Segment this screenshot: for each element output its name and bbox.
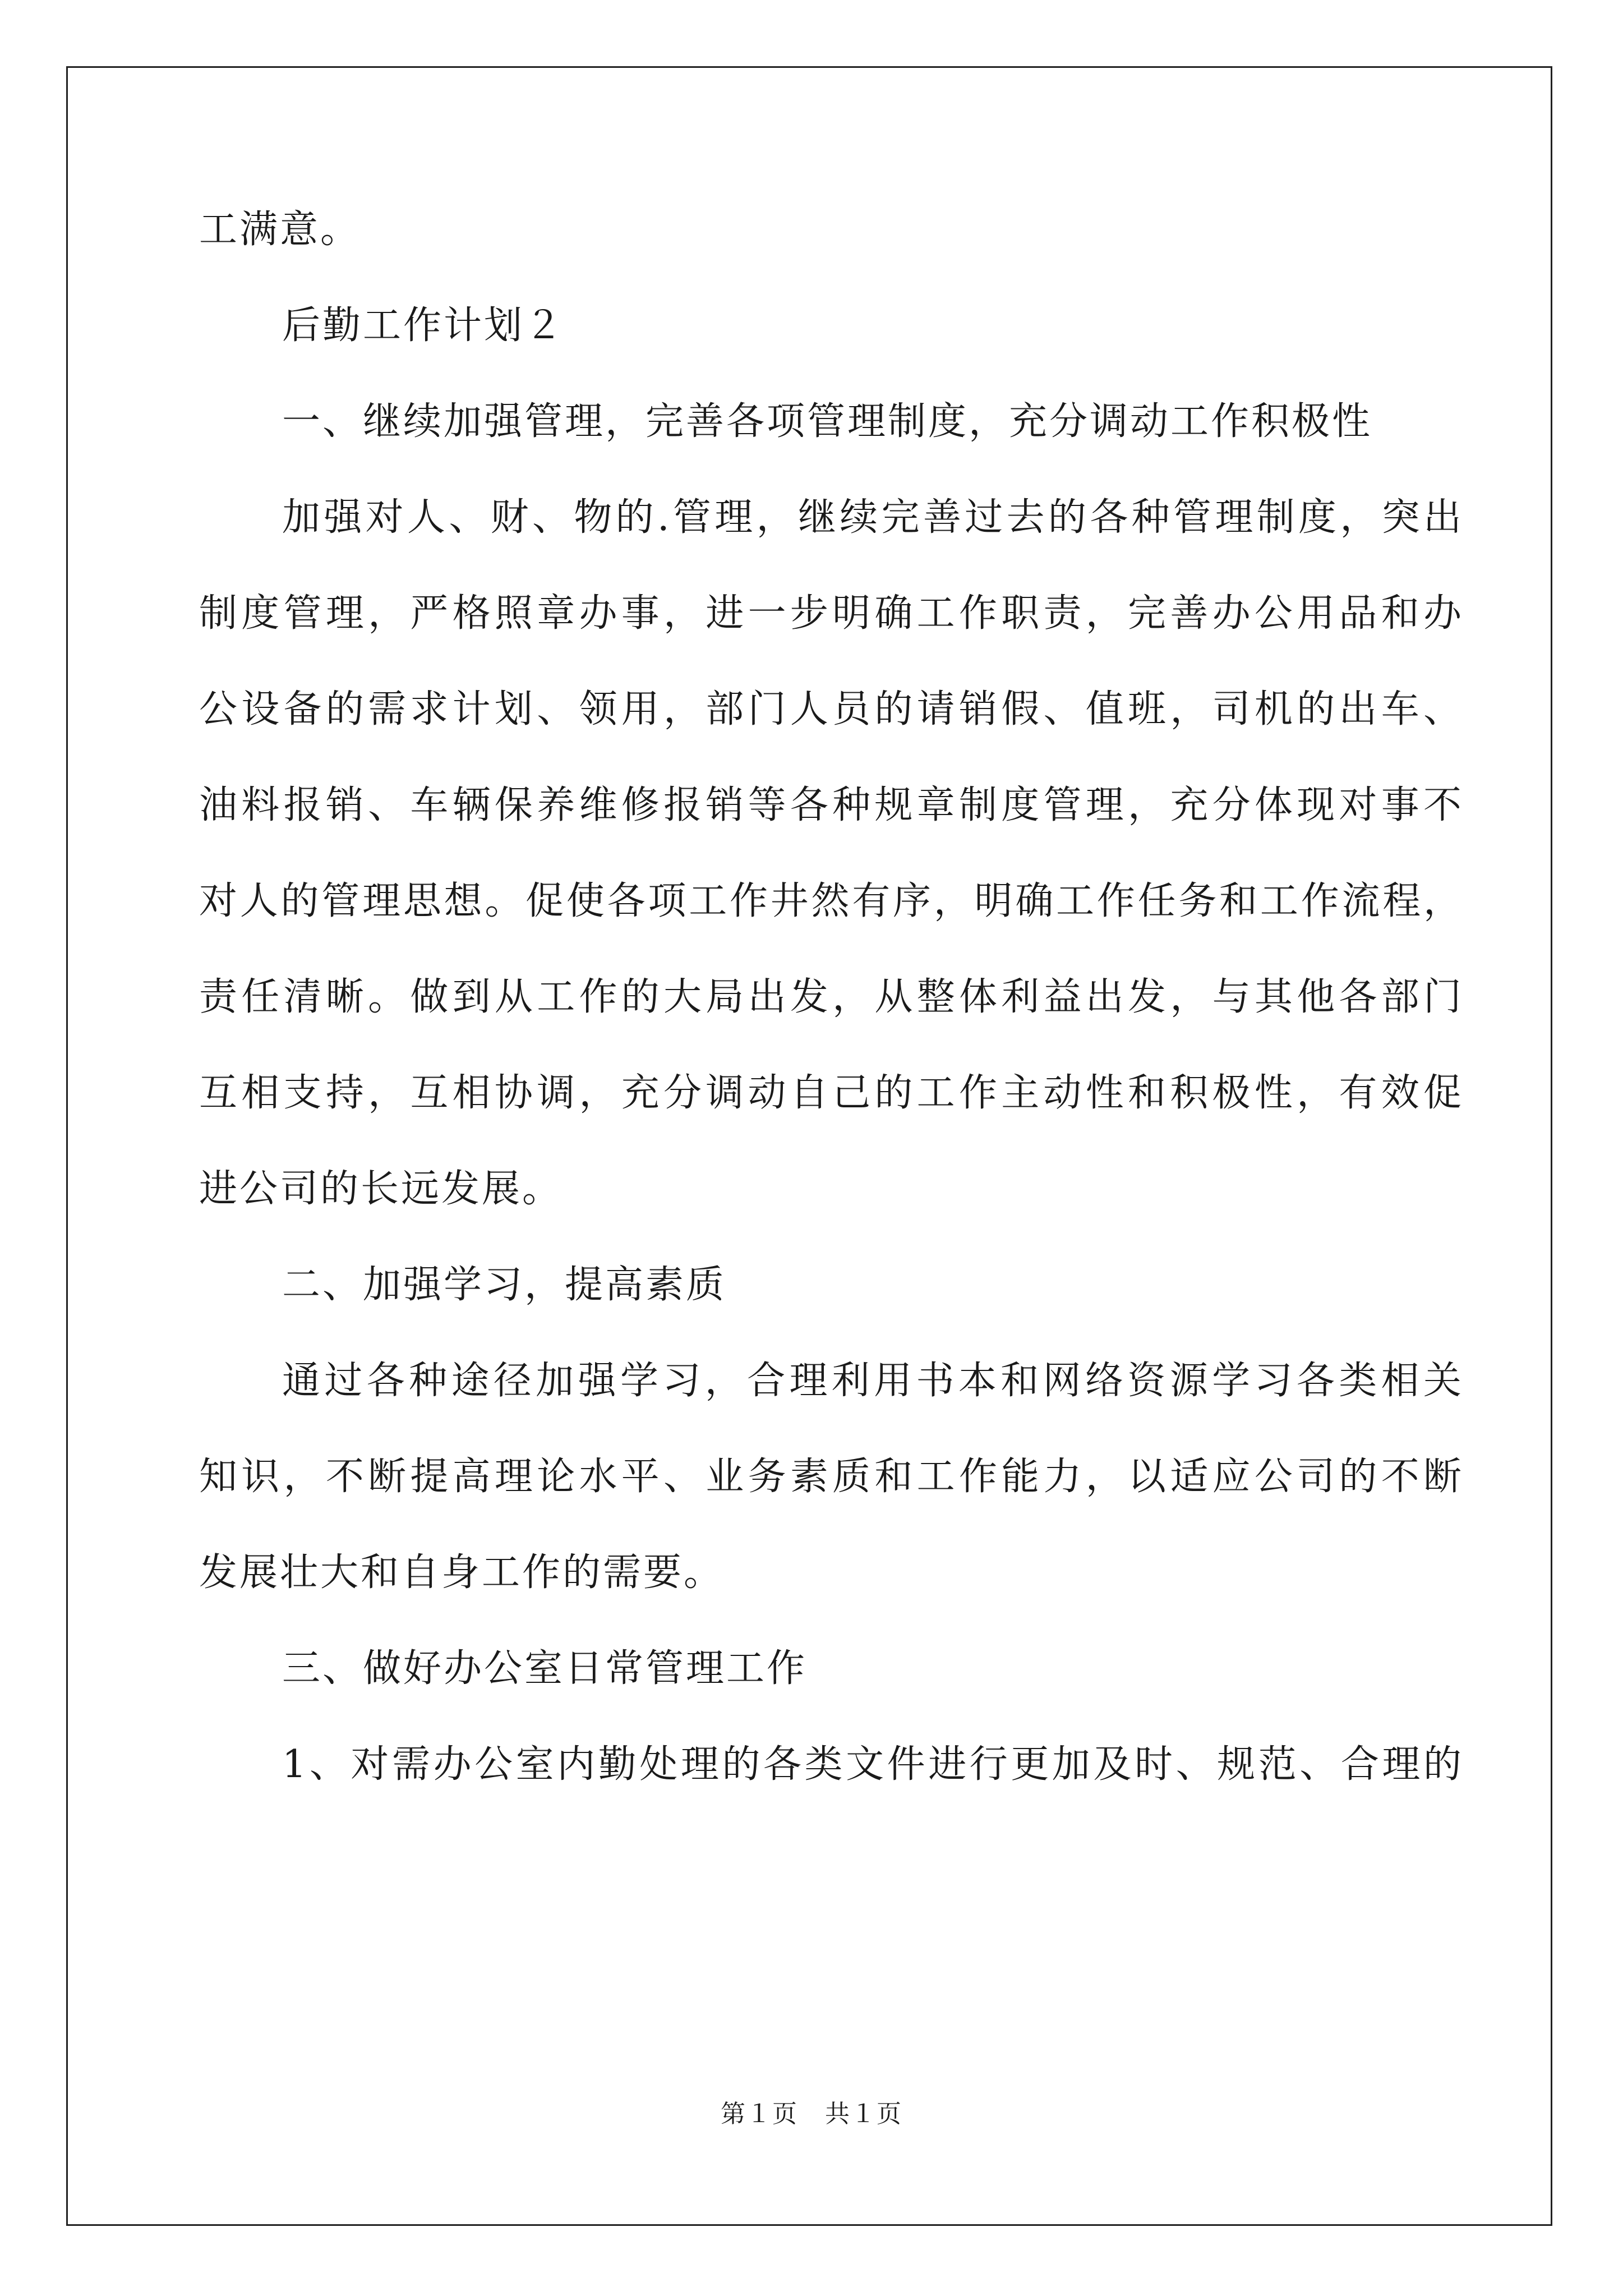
paragraph-line: 进公司的长远发展。: [199, 1167, 563, 1211]
section-title: 后勤工作计划２: [282, 303, 565, 348]
paragraph-line: 发展壮大和自身工作的需要。: [199, 1550, 725, 1595]
heading-3: 三、做好办公室日常管理工作: [282, 1646, 808, 1691]
paragraph-line: 互相支持，互相协调，充分调动自己的工作主动性和积极性，有效促: [199, 1071, 1464, 1115]
heading-2: 二、加强学习，提高素质: [282, 1263, 727, 1307]
page-border: [66, 66, 1552, 2226]
page-footer: [0, 2100, 1623, 2129]
paragraph-line: 1、对需办公室内勤处理的各类文件进行更加及时、规范、合理的: [282, 1742, 1464, 1787]
paragraph-line: 对人的管理思想。促使各项工作井然有序，明确工作任务和工作流程，: [199, 879, 1464, 923]
page-total: 共１页: [825, 2100, 902, 2128]
page-number: 第１页: [721, 2100, 798, 2128]
paragraph-line: 制度管理，严格照章办事，进一步明确工作职责，完善办公用品和办: [199, 591, 1464, 636]
paragraph-line: 工满意。: [199, 208, 361, 252]
paragraph-line: 油料报销、车辆保养维修报销等各种规章制度管理，充分体现对事不: [199, 783, 1464, 827]
paragraph-line: 通过各种途径加强学习，合理利用书本和网络资源学习各类相关: [282, 1359, 1464, 1403]
paragraph-line: 公设备的需求计划、领用，部门人员的请销假、值班，司机的出车、: [199, 687, 1464, 731]
heading-1: 一、继续加强管理，完善各项管理制度，充分调动工作积极性: [282, 399, 1373, 444]
paragraph-line: 知识，不断提高理论水平、业务素质和工作能力，以适应公司的不断: [199, 1455, 1464, 1499]
paragraph-line: 加强对人、财、物的.管理，继续完善过去的各种管理制度，突出: [282, 495, 1464, 540]
paragraph-line: 责任清晰。做到从工作的大局出发，从整体利益出发，与其他各部门: [199, 975, 1464, 1019]
